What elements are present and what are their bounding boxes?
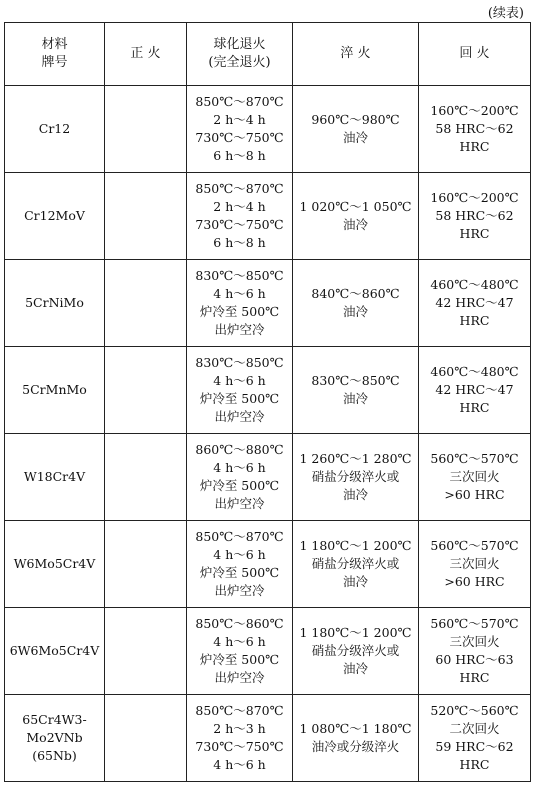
tempering-cell: 160℃～200℃ 58 HRC～62 HRC [419, 86, 531, 173]
table-row [5, 86, 531, 173]
normalizing-cell [105, 260, 187, 347]
heat-treatment-table [4, 22, 531, 782]
continued-label: (续表) [487, 6, 524, 21]
quenching-cell: 1 180℃～1 200℃ 硝盐分级淬火或 油冷 [293, 521, 419, 608]
annealing-cell: 850℃～870℃ 4 h～6 h 炉冷至 500℃ 出炉空冷 [187, 521, 293, 608]
tempering-cell: 460℃～480℃ 42 HRC～47 HRC [419, 260, 531, 347]
table-row [5, 347, 531, 434]
tempering-cell: 160℃～200℃ 58 HRC～62 HRC [419, 173, 531, 260]
table-row [5, 608, 531, 695]
table-row [5, 173, 531, 260]
material-cell: 5CrNiMo [5, 260, 105, 347]
annealing-cell: 850℃～870℃ 2 h～4 h 730℃～750℃ 6 h～8 h [187, 173, 293, 260]
normalizing-cell [105, 347, 187, 434]
annealing-cell: 850℃～860℃ 4 h～6 h 炉冷至 500℃ 出炉空冷 [187, 608, 293, 695]
normalizing-cell [105, 434, 187, 521]
material-cell: 65Cr4W3- Mo2VNb (65Nb) [5, 695, 105, 782]
quenching-cell: 960℃～980℃ 油冷 [293, 86, 419, 173]
tempering-cell: 560℃～570℃ 三次回火 60 HRC～63 HRC [419, 608, 531, 695]
tempering-cell: 560℃～570℃ 三次回火 >60 HRC [419, 521, 531, 608]
table-row [5, 260, 531, 347]
table-row [5, 521, 531, 608]
header-material: 材料 牌号 [5, 23, 105, 86]
normalizing-cell [105, 521, 187, 608]
header-annealing: 球化退火 (完全退火) [187, 23, 293, 86]
tempering-cell: 460℃～480℃ 42 HRC～47 HRC [419, 347, 531, 434]
normalizing-cell [105, 608, 187, 695]
annealing-cell: 830℃～850℃ 4 h～6 h 炉冷至 500℃ 出炉空冷 [187, 260, 293, 347]
material-cell: Cr12MoV [5, 173, 105, 260]
quenching-cell: 1 080℃～1 180℃ 油冷或分级淬火 [293, 695, 419, 782]
normalizing-cell [105, 695, 187, 782]
annealing-cell: 830℃～850℃ 4 h～6 h 炉冷至 500℃ 出炉空冷 [187, 347, 293, 434]
quenching-cell: 840℃～860℃ 油冷 [293, 260, 419, 347]
header-normalizing: 正 火 [105, 23, 187, 86]
annealing-cell: 850℃～870℃ 2 h～3 h 730℃～750℃ 4 h～6 h [187, 695, 293, 782]
annealing-cell: 860℃～880℃ 4 h～6 h 炉冷至 500℃ 出炉空冷 [187, 434, 293, 521]
quenching-cell: 1 020℃～1 050℃ 油冷 [293, 173, 419, 260]
quenching-cell: 1 260℃～1 280℃ 硝盐分级淬火或 油冷 [293, 434, 419, 521]
material-cell: Cr12 [5, 86, 105, 173]
table-row [5, 695, 531, 782]
tempering-cell: 520℃～560℃ 二次回火 59 HRC～62 HRC [419, 695, 531, 782]
normalizing-cell [105, 86, 187, 173]
header-tempering: 回 火 [419, 23, 531, 86]
table-row [5, 434, 531, 521]
material-cell: W18Cr4V [5, 434, 105, 521]
material-cell: 5CrMnMo [5, 347, 105, 434]
annealing-cell: 850℃～870℃ 2 h～4 h 730℃～750℃ 6 h～8 h [187, 86, 293, 173]
header-quenching: 淬 火 [293, 23, 419, 86]
header-row [5, 23, 531, 86]
quenching-cell: 1 180℃～1 200℃ 硝盐分级淬火或 油冷 [293, 608, 419, 695]
quenching-cell: 830℃～850℃ 油冷 [293, 347, 419, 434]
tempering-cell: 560℃～570℃ 三次回火 >60 HRC [419, 434, 531, 521]
material-cell: 6W6Mo5Cr4V [5, 608, 105, 695]
material-cell: W6Mo5Cr4V [5, 521, 105, 608]
normalizing-cell [105, 173, 187, 260]
